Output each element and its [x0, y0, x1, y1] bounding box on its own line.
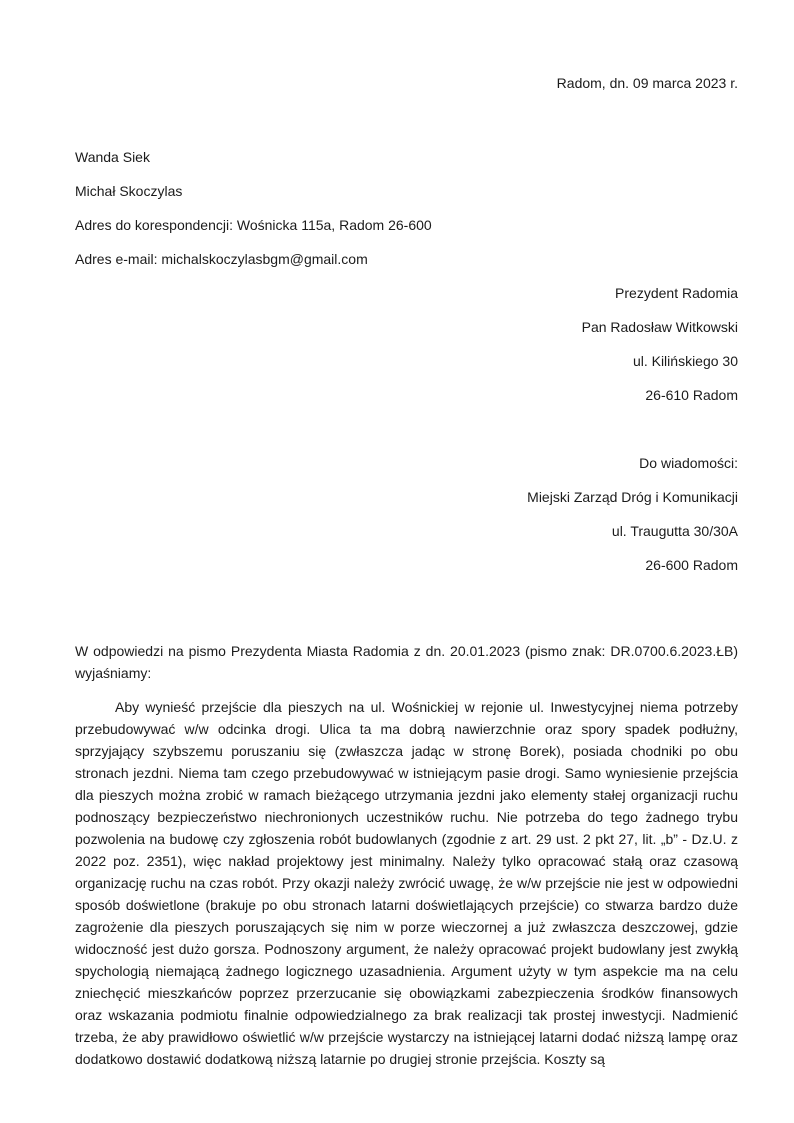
text-line: Adres e-mail: michalskoczylasbgm@gmail.com: [75, 251, 368, 267]
text-line: Michał Skoczylas: [75, 183, 183, 199]
text-line: Prezydent Radomia: [615, 285, 738, 301]
text-line: ul. Kilińskiego 30: [632, 353, 738, 369]
text-line: Pan Radosław Witkowski: [581, 319, 738, 335]
cc-block: [75, 452, 738, 576]
text-line: 26-610 Radom: [645, 387, 738, 403]
recipient-block: [75, 282, 738, 406]
main-paragraph: Aby wynieść przejście dla pieszych na ul. Wośnickiej w rejonie ul. Inwestycyjnej niema potrzeby przebudowywać w/w odcinka drogi. Ulica ta ma dobrą nawierzchnie oraz spory spadek podłużny, sprzyjający szybszemu poruszaniu się (zwłaszcza jadąc w stronę Borek), posiada chodniki po obu stronach jezdni. Niema tam czego przebudowywać w istniejącym pasie drogi. Samo wyniesienie przejścia dla pieszych można zrobić w ramach bieżącego utrzymania jezdni jako elementy stałej organizacji ruchu podnoszący bezpieczeństwo niechronionych uczestników ruchu. Nie potrzeba do tego żadnego trybu pozwolenia na budowę czy zgłoszenia robót budowlanych (zgodnie z art. 29 ust. 2 pkt 27, lit. „b” - Dz.U. z 2022 poz. 2351), więc nakład projektowy jest minimalny. Należy tylko opracować stałą oraz czasową organizację ruchu na czas robót. Przy okazji należy zwrócić uwagę, że w/w przejście nie jest w odpowiedni sposób doświetlone (brakuje po obu stronach latarni doświetlających przejście) co stwarza bardzo duże zagrożenie dla pieszych poruszających się nim w porze wieczornej a już zwłaszcza deszczowej, gdzie widoczność jest dużo gorsza. Podnoszony argument, że należy opracować projekt budowlany jest zwykłą spychologią niemającą żadnego logicznego uzasadnienia. Argument użyty w tym aspekcie ma na celu zniechęcić mieszkańców poprzez przerzucanie się obowiązkami zabezpieczenia środków finansowych oraz wskazania podmiotu finalnie odpowiedzialnego za brak realizacji tak prostej inwestycji. Nadmienić trzeba, że aby prawidłowo oświetlić w/w przejście wystarczy na istniejącej latarni dodać niższą lampę oraz dodatkowo dostawić dodatkową niższą latarnie po drugiej stronie przejścia. Koszty są: [75, 699, 738, 1067]
intro-paragraph: W odpowiedzi na pismo Prezydenta Miasta Radomia z dn. 20.01.2023 (pismo znak: DR.0700.6.2023.ŁB) wyjaśniamy:: [75, 643, 738, 681]
text-line: Miejski Zarząd Dróg i Komunikacji: [527, 489, 738, 505]
blank-paragraph-spacer: [75, 418, 738, 452]
sender-block: [75, 146, 738, 270]
text-line: Adres do korespondencji: Wośnicka 115a, Radom 26-600: [75, 217, 432, 233]
date-line: Radom, dn. 09 marca 2023 r.: [556, 75, 738, 91]
text-line: Wanda Siek: [75, 149, 150, 165]
text-line: ul. Traugutta 30/30A: [611, 523, 738, 539]
text-line: 26-600 Radom: [645, 557, 738, 573]
text-line: Do wiadomości:: [639, 455, 738, 471]
